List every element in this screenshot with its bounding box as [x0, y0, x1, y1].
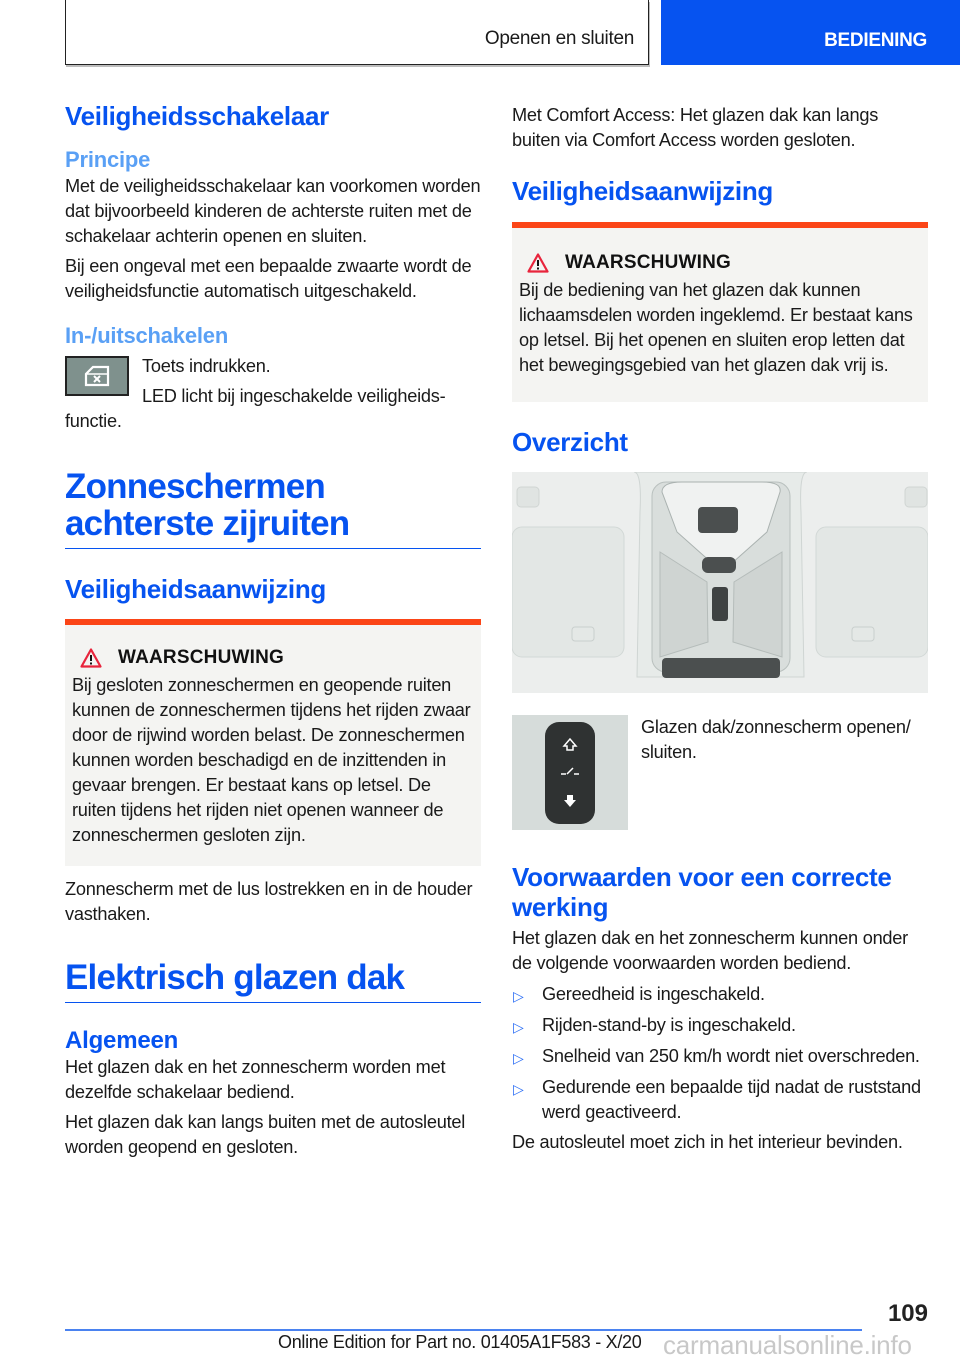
bullet-triangle-icon: ▷ [513, 1019, 524, 1035]
list-item: ▷ Gedurende een bepaalde tijd nadat de ruststand werd geactiveerd. [513, 1077, 921, 1122]
paragraph-comfort-access: Met Comfort Access: Het glazen dak kan langs buiten via Comfort Access worden gesloten. [512, 105, 879, 150]
bullet-triangle-icon: ▷ [513, 1081, 524, 1097]
header-section-title: Openen en sluiten [484, 28, 634, 49]
sunroof-switch-image [512, 715, 628, 830]
switch-caption-row [512, 715, 928, 830]
warning-triangle-icon [527, 253, 549, 273]
left-column [65, 100, 481, 1160]
switch-caption: Glazen dak/zonnescherm openen/ sluiten. [641, 717, 911, 762]
header-chapter-tab [661, 0, 960, 65]
heading-elektrisch-glazen-dak: Elektrisch glazen dak [65, 959, 481, 1003]
header-chapter-title: BEDIENING [824, 30, 927, 51]
warning-title [519, 252, 918, 274]
heading-algemeen: Algemeen [65, 1027, 179, 1054]
warning-text: Bij de bediening van het glazen dak kunnen lichaamsdelen worden ingeklemd. Er bestaat kans op letsel. Bij het openen en sluiten erop letten dat het bewegingsgebied van het glazen dak vrij is. [519, 280, 913, 375]
bullet-triangle-icon: ▷ [513, 988, 524, 1004]
list-item: ▷ Gereedheid is ingeschakeld. [512, 982, 928, 1007]
heading-in-uitschakelen: In-/uitschakelen [65, 323, 229, 348]
footer-watermark: carmanualsonline.info [663, 1330, 912, 1360]
header-section-tab [65, 0, 649, 65]
paragraph-autosleutel: De autosleutel moet zich in het interieur bevinden. [512, 1132, 903, 1152]
heading-voorwaarden: Voorwaarden voor een correcte werking [512, 862, 892, 922]
warning-label: WAARSCHUWING [565, 252, 731, 273]
heading-overzicht: Overzicht [512, 427, 628, 457]
list-item: ▷ Rijden-stand-by is ingeschakeld. [512, 1013, 928, 1038]
warning-title [72, 647, 471, 669]
warning-text: Bij gesloten zonneschermen en geopende ruiten kunnen de zonneschermen tijdens het rijden zwaar door de rijwind worden belast. De zonneschermen kunnen worden beschadigd en de inzittenden in gevaar brengen. Er bestaat kans op letsel. De ruiten tijdens het rijden niet openen wanneer de zonneschermen gesloten zijn. [72, 675, 471, 845]
paragraph-algemeen-2: Het glazen dak kan langs buiten met de autosleutel worden geopend en gesloten. [65, 1112, 466, 1157]
page-number: 109 [887, 1300, 928, 1327]
window-lock-button-icon [65, 356, 129, 396]
list-item: ▷ Snelheid van 250 km/h wordt niet overschreden. [512, 1044, 928, 1069]
bullet-triangle-icon: ▷ [513, 1050, 524, 1066]
heading-zonneschermen: Zonneschermen achterste zijruiten [65, 468, 481, 549]
paragraph-voorwaarden-intro: Het glazen dak en het zonnescherm kunnen onder de volgende voorwaarden worden bediend. [512, 928, 908, 973]
heading-veiligheidsaanwijzing-right: Veiligheidsaanwijzing [512, 176, 773, 206]
conditions-list [512, 982, 928, 1125]
in-uitschakelen-block [65, 354, 481, 434]
paragraph-principe-1: Met de veiligheidsschakelaar kan voorkomen worden dat bijvoorbeeld kinderen de achterste ruiten met de schakelaar achterin openen en sluiten. [65, 176, 481, 246]
instruction-led: LED licht bij ingeschakelde veiligheids- [142, 386, 446, 406]
warning-triangle-icon [80, 648, 102, 668]
warning-label: WAARSCHUWING [118, 647, 284, 668]
paragraph-principe-2: Bij een ongeval met een bepaalde zwaarte wordt de veiligheidsfunctie automatisch uitgeschakeld. [65, 256, 472, 301]
paragraph-zonnescherm-lus: Zonnescherm met de lus lostrekken en in de houder vasthaken. [65, 879, 473, 924]
footer-edition: Online Edition for Part no. 01405A1F583 - X/20 [278, 1332, 642, 1352]
instruction-toets: Toets indrukken. [142, 356, 271, 376]
warning-box-zonneschermen [65, 619, 481, 866]
paragraph-algemeen-1: Het glazen dak en het zonnescherm worden met dezelfde schakelaar bediend. [65, 1057, 446, 1102]
right-column [512, 100, 928, 1155]
instruction-led-cont: functie. [65, 411, 122, 431]
warning-box-glazen-dak [512, 222, 928, 402]
heading-veiligheidsschakelaar: Veiligheidsschakelaar [65, 101, 329, 131]
heading-veiligheidsaanwijzing-left: Veiligheidsaanwijzing [65, 574, 326, 604]
heading-principe: Principe [65, 147, 151, 172]
roof-console-image [512, 472, 928, 693]
